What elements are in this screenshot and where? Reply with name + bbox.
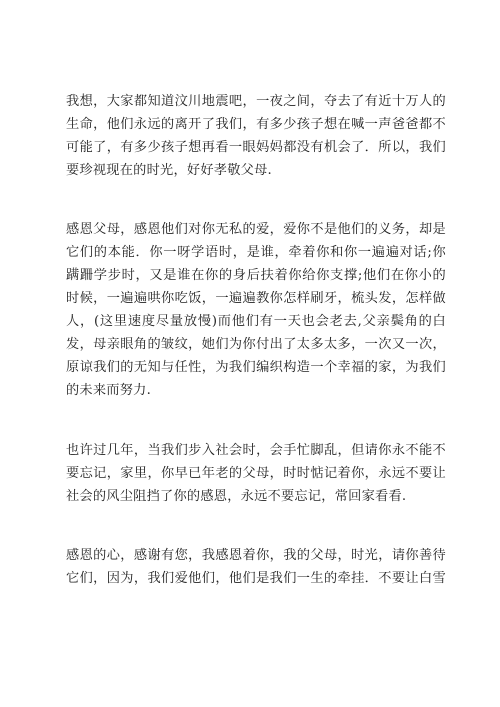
text-line: 原谅我们的无知与任性，为我们编织构造一个幸福的家，为我们 [66, 360, 446, 375]
text-line: 社会的风尘阻挡了你的感恩，永远不要忘记，常回家看看. [66, 489, 407, 504]
text-line: 感恩的心，感谢有您，我感恩着你，我的父母，时光，请你善待 [66, 548, 446, 563]
text-line: 我想，大家都知道汶川地震吧，一夜之间，夺去了有近十万人的 [66, 94, 446, 109]
text-line: 可能了，有多少孩子想再看一眼妈妈都没有机会了．所以，我们 [66, 140, 446, 155]
text-line: 时候，一遍遍哄你吃饭，一遍遍教你怎样刷牙，梳头发，怎样做 [66, 291, 446, 306]
text-line: 它们，因为，我们爱他们，他们是我们一生的牵挂．不要让白雪 [66, 571, 446, 586]
text-line: 蹒跚学步时，又是谁在你的身后扶着你给你支撑;他们在你小的 [66, 268, 446, 283]
paragraph-grateful-heart [66, 544, 446, 590]
text-line: 它们的本能．你一呀学语时，是谁，牵着你和你一遍遍对话;你 [66, 245, 446, 260]
text-line: 也许过几年，当我们步入社会时，会手忙脚乱，但请你永不能不 [66, 443, 446, 458]
text-line: 感恩父母，感恩他们对你无私的爱，爱你不是他们的义务，却是 [66, 222, 446, 237]
text-line: 人，(这里速度尽量放慢)而他们有一天也会老去,父亲鬓角的白 [66, 314, 446, 329]
text-line: 要珍视现在的时光，好好孝敬父母. [66, 163, 273, 178]
paragraph-remember-home [66, 439, 446, 508]
text-line: 要忘记，家里，你早已年老的父母，时时惦记着你，永远不要让 [66, 466, 446, 481]
paragraph-earthquake [66, 90, 446, 182]
text-line: 生命，他们永远的离开了我们，有多少孩子想在喊一声爸爸都不 [66, 117, 446, 132]
document-body [66, 90, 446, 626]
text-line: 的未来而努力. [66, 383, 152, 398]
paragraph-gratitude-parents [66, 218, 446, 402]
text-line: 发，母亲眼角的皱纹，她们为你付出了太多太多，一次又一次， [66, 337, 446, 352]
